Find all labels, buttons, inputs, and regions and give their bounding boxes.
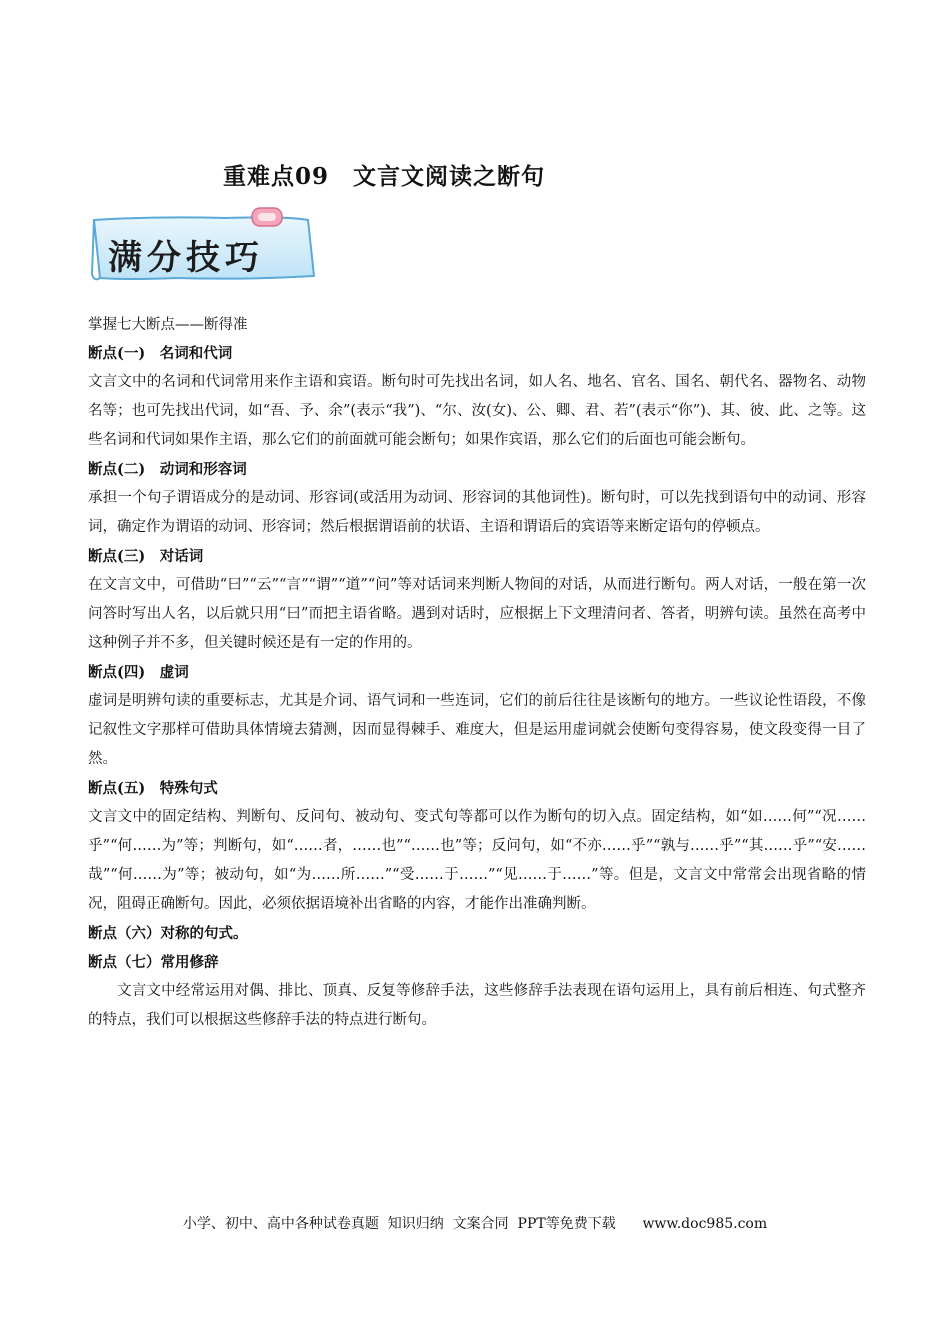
section-7 [88, 948, 866, 1035]
section-2 [88, 455, 866, 542]
badge-label: 满分技巧 [108, 238, 264, 278]
section-heading: 断点(二) 动词和形容词 [88, 461, 247, 478]
section-heading: 断点(三) 对话词 [88, 548, 204, 565]
page-title: 重难点09 文言文阅读之断句 [222, 163, 545, 190]
section-body: 虚词是明辨句读的重要标志，尤其是介词、语气词和一些连词，它们的前后往往是该断句的地方。一些议论性语段，不像记叙性文字那样可借助具体情境去猜测，因而显得棘手、难度大，但是运用虚词就会使断句变得容易，使文段变得一目了然。 [88, 693, 866, 767]
paperclip-icon [252, 208, 282, 226]
section-heading: 断点（六）对称的句式。 [88, 925, 248, 942]
section-3 [88, 542, 866, 658]
section-body: 文言文中经常运用对偶、排比、顶真、反复等修辞手法，这些修辞手法表现在语句运用上，具有前后相连、句式整齐的特点，我们可以根据这些修辞手法的特点进行断句。 [88, 983, 866, 1028]
footer-text: 小学、初中、高中各种试卷真题 知识归纳 文案合同 PPT等免费下载 www.doc985.com [182, 1216, 768, 1232]
section-body: 在文言文中，可借助“曰”“云”“言”“谓”“道”“问”等对话词来判断人物间的对话，从而进行断句。两人对话，一般在第一次问答时写出人名，以后就只用“曰”而把主语省略。遇到对话时，应根据上下文理清问者、答者，明辨句读。虽然在高考中这种例子并不多，但关键时候还是有一定的作用的。 [88, 577, 866, 651]
section-heading: 断点(五) 特殊句式 [88, 780, 218, 797]
section-heading: 断点(四) 虚词 [88, 664, 189, 681]
section-5 [88, 774, 866, 919]
section-4 [88, 658, 866, 774]
section-1 [88, 339, 866, 455]
intro-line: 掌握七大断点——断得准 [88, 317, 248, 333]
content [88, 312, 866, 1035]
section-body: 文言文中的名词和代词常用来作主语和宾语。断句时可先找出名词，如人名、地名、官名、国名、朝代名、器物名、动物名等；也可先找出代词，如“吾、予、余”(表示“我”)、“尔、汝(女)、公、卿、君、若”(表示“你”)、其、彼、此、之等。这些名词和代词如果作主语，那么它们的前面就可能会断句；如果作宾语，那么它们的后面也可能会断句。 [88, 374, 866, 448]
section-heading: 断点（七）常用修辞 [88, 954, 219, 971]
section-6 [88, 919, 866, 948]
section-body: 承担一个句子谓语成分的是动词、形容词(或活用为动词、形容词的其他词性)。断句时，可以先找到语句中的动词、形容词，确定作为谓语的动词、形容词；然后根据谓语前的状语、主语和谓语后的宾语等来断定语句的停顿点。 [88, 490, 866, 535]
badge-banner [86, 206, 322, 288]
section-heading: 断点(一) 名词和代词 [88, 345, 233, 362]
section-body: 文言文中的固定结构、判断句、反问句、被动句、变式句等都可以作为断句的切入点。固定结构，如“如……何”“况……乎”“何……为”等；判断句，如“……者，……也”“……也”等；反问句，如“不亦……乎”“孰与……乎”“其……乎”“安……哉”“何……为”等；被动句，如“为……所……”“受……于……”“见……于……”等。但是，文言文中常常会出现省略的情况，阻碍正确断句。因此，必须依据语境补出省略的内容，才能作出准确判断。 [88, 809, 866, 912]
